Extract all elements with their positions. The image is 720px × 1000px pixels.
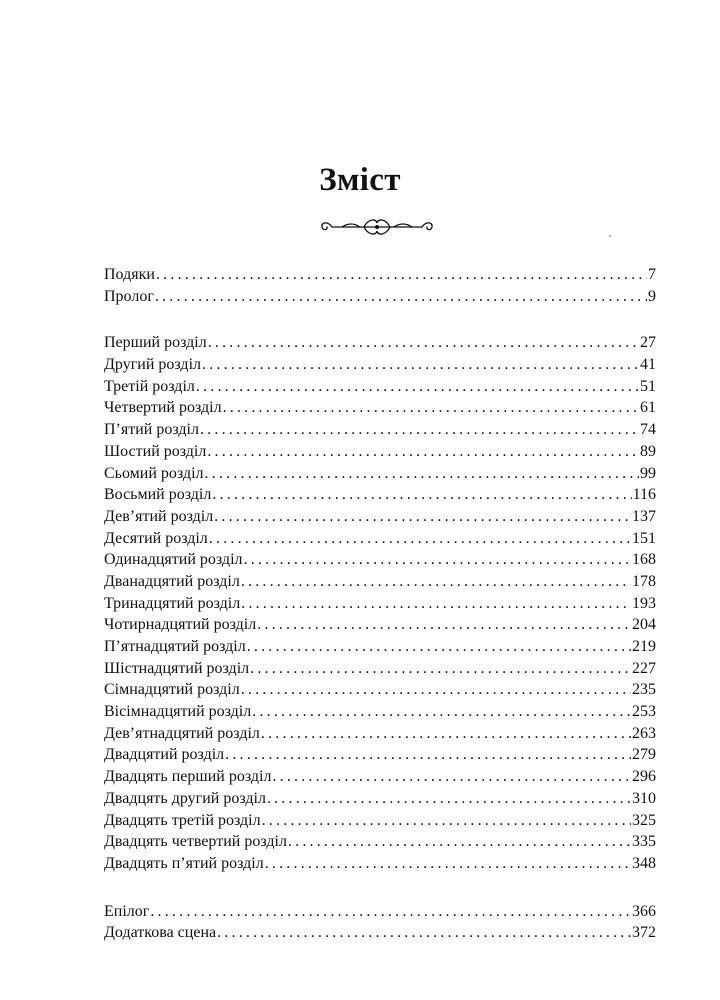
toc-entry <box>104 725 656 747</box>
toc-entry-label: Тринадцятий розділ <box>104 594 241 612</box>
toc-entry-page: 310 <box>632 789 656 807</box>
dot-leader <box>250 660 631 678</box>
toc-entry <box>104 334 656 356</box>
toc-entry-page: 235 <box>632 681 656 699</box>
toc-entry-label: Двадцятий розділ <box>104 746 225 764</box>
toc-entry <box>104 508 656 530</box>
toc-entry-page: 168 <box>632 551 656 569</box>
toc-entry <box>104 703 656 725</box>
toc-entry <box>104 616 656 638</box>
toc-entry-page: 219 <box>632 638 656 655</box>
toc-entry-page: 74 <box>640 421 656 439</box>
toc-back-matter <box>104 903 656 946</box>
toc-entry-page: 366 <box>632 902 656 920</box>
toc-entry <box>104 530 656 552</box>
toc-entry <box>104 746 656 768</box>
toc-entry-label: Третій розділ <box>104 377 195 395</box>
page-title: Зміст <box>319 162 401 198</box>
toc-entry-page: 279 <box>632 746 656 764</box>
toc-entry <box>104 660 656 682</box>
toc-entry-label: Одинадцятий розділ <box>104 551 243 569</box>
toc-entry <box>104 833 656 855</box>
dot-leader <box>257 616 631 634</box>
toc-entry-label: Двадцять п’ятий розділ <box>104 854 264 872</box>
dot-leader <box>208 334 639 352</box>
toc-entry-label: Восьмий розділ <box>104 486 212 504</box>
dot-leader <box>241 681 631 699</box>
toc-entry-page: 27 <box>640 334 656 352</box>
toc-entry-page: 89 <box>640 442 656 460</box>
toc-entry-label: Двадцять перший розділ <box>104 768 272 786</box>
dot-leader <box>288 833 631 851</box>
dot-leader <box>205 465 639 483</box>
toc-entry-page: 151 <box>632 529 656 547</box>
toc-entry-label: П’ятнадцятий розділ <box>104 638 246 655</box>
toc-entry-label: Чотирнадцятий розділ <box>104 616 257 634</box>
toc-entry <box>104 638 656 660</box>
toc-entry-label: Вісімнадцятий розділ <box>104 703 252 721</box>
toc-entry-page: 61 <box>640 399 656 417</box>
toc-entry <box>104 573 656 595</box>
dot-leader <box>262 812 631 830</box>
toc-entry <box>104 595 656 617</box>
toc-entry-page: 296 <box>632 768 656 786</box>
toc-entry-label: Перший розділ <box>104 334 207 352</box>
toc-entry <box>104 486 656 508</box>
dot-leader <box>156 266 647 284</box>
toc-entry <box>104 465 656 487</box>
dot-leader <box>200 421 639 439</box>
toc-entry-label: Епілог <box>104 902 150 920</box>
toc-entry-label: П’ятий розділ <box>104 421 199 439</box>
dot-leader <box>150 903 631 921</box>
toc-entry <box>104 421 656 443</box>
toc-entry-page: 116 <box>632 486 656 504</box>
toc-entry <box>104 768 656 790</box>
toc-entry <box>104 443 656 465</box>
toc-entry-page: 99 <box>640 464 656 482</box>
flourish-divider-icon <box>318 214 436 240</box>
dot-leader <box>212 486 631 504</box>
toc-entry-page: 227 <box>632 659 656 677</box>
dot-leader <box>252 703 631 721</box>
toc-entry <box>104 356 656 378</box>
toc-entry-page: 263 <box>632 724 656 742</box>
dot-leader <box>267 790 631 808</box>
toc-entry <box>104 399 656 421</box>
toc-entry <box>104 855 656 877</box>
dot-leader <box>196 378 639 396</box>
toc-entry-page: 193 <box>632 594 656 612</box>
toc-entry-label: Пролог <box>104 287 154 305</box>
toc-entry-page: 7 <box>648 266 656 283</box>
toc-entry-label: Сімнадцятий розділ <box>104 681 240 699</box>
toc-entry <box>104 903 656 925</box>
toc-entry-page: 41 <box>640 356 656 374</box>
dot-leader <box>241 573 631 591</box>
dot-leader <box>217 924 631 942</box>
dot-leader <box>241 595 631 613</box>
toc-entry-label: Двадцять третій розділ <box>104 811 261 829</box>
dot-leader <box>225 746 631 764</box>
toc-entry <box>104 288 656 310</box>
toc-entry-label: Двадцять другий розділ <box>104 789 266 807</box>
dot-leader <box>261 725 631 743</box>
toc-entry-page: 137 <box>632 507 656 525</box>
toc-entry-label: Шістнадцятий розділ <box>104 659 250 677</box>
dot-leader <box>207 443 639 461</box>
toc-entry <box>104 790 656 812</box>
toc-entry-label: Шостий розділ <box>104 442 207 460</box>
dot-leader <box>247 638 631 656</box>
toc-entry-label: Другий розділ <box>104 356 201 374</box>
toc-entry-label: Четвертий розділ <box>104 399 222 417</box>
dot-leader <box>244 551 632 569</box>
toc-front-matter <box>104 266 656 309</box>
toc-entry <box>104 266 656 288</box>
toc-entry-label: Сьомий розділ <box>104 464 204 482</box>
toc-entry-label: Дев’ятий розділ <box>104 507 214 525</box>
dot-leader <box>265 855 631 873</box>
dot-leader <box>202 356 639 374</box>
table-of-contents <box>104 266 656 946</box>
toc-entry <box>104 378 656 400</box>
toc-chapters <box>104 334 656 876</box>
toc-entry-page: 51 <box>640 377 656 395</box>
toc-entry-page: 253 <box>632 703 656 721</box>
dot-leader <box>214 508 631 526</box>
dot-leader <box>209 530 631 548</box>
dot-leader <box>155 288 647 306</box>
dot-leader <box>272 768 631 786</box>
toc-entry-label: Додаткова сцена <box>104 924 217 942</box>
toc-entry <box>104 924 656 946</box>
toc-entry-label: Десятий розділ <box>104 529 208 547</box>
dot-leader <box>223 399 639 417</box>
toc-entry-label: Дев’ятнадцятий розділ <box>104 724 260 742</box>
toc-entry-page: 372 <box>632 924 656 942</box>
toc-entry <box>104 551 656 573</box>
toc-entry-page: 204 <box>632 616 656 634</box>
toc-entry-page: 178 <box>632 572 656 590</box>
toc-entry-label: Подяки <box>104 266 155 283</box>
toc-entry-label: Двадцять четвертий розділ <box>104 833 287 851</box>
toc-entry-page: 325 <box>632 811 656 829</box>
toc-entry <box>104 681 656 703</box>
toc-entry-page: 9 <box>648 287 656 305</box>
toc-entry <box>104 812 656 834</box>
toc-entry-page: 335 <box>632 833 656 851</box>
print-speck <box>609 235 611 237</box>
toc-entry-page: 348 <box>632 854 656 872</box>
toc-entry-label: Дванадцятий розділ <box>104 572 240 590</box>
